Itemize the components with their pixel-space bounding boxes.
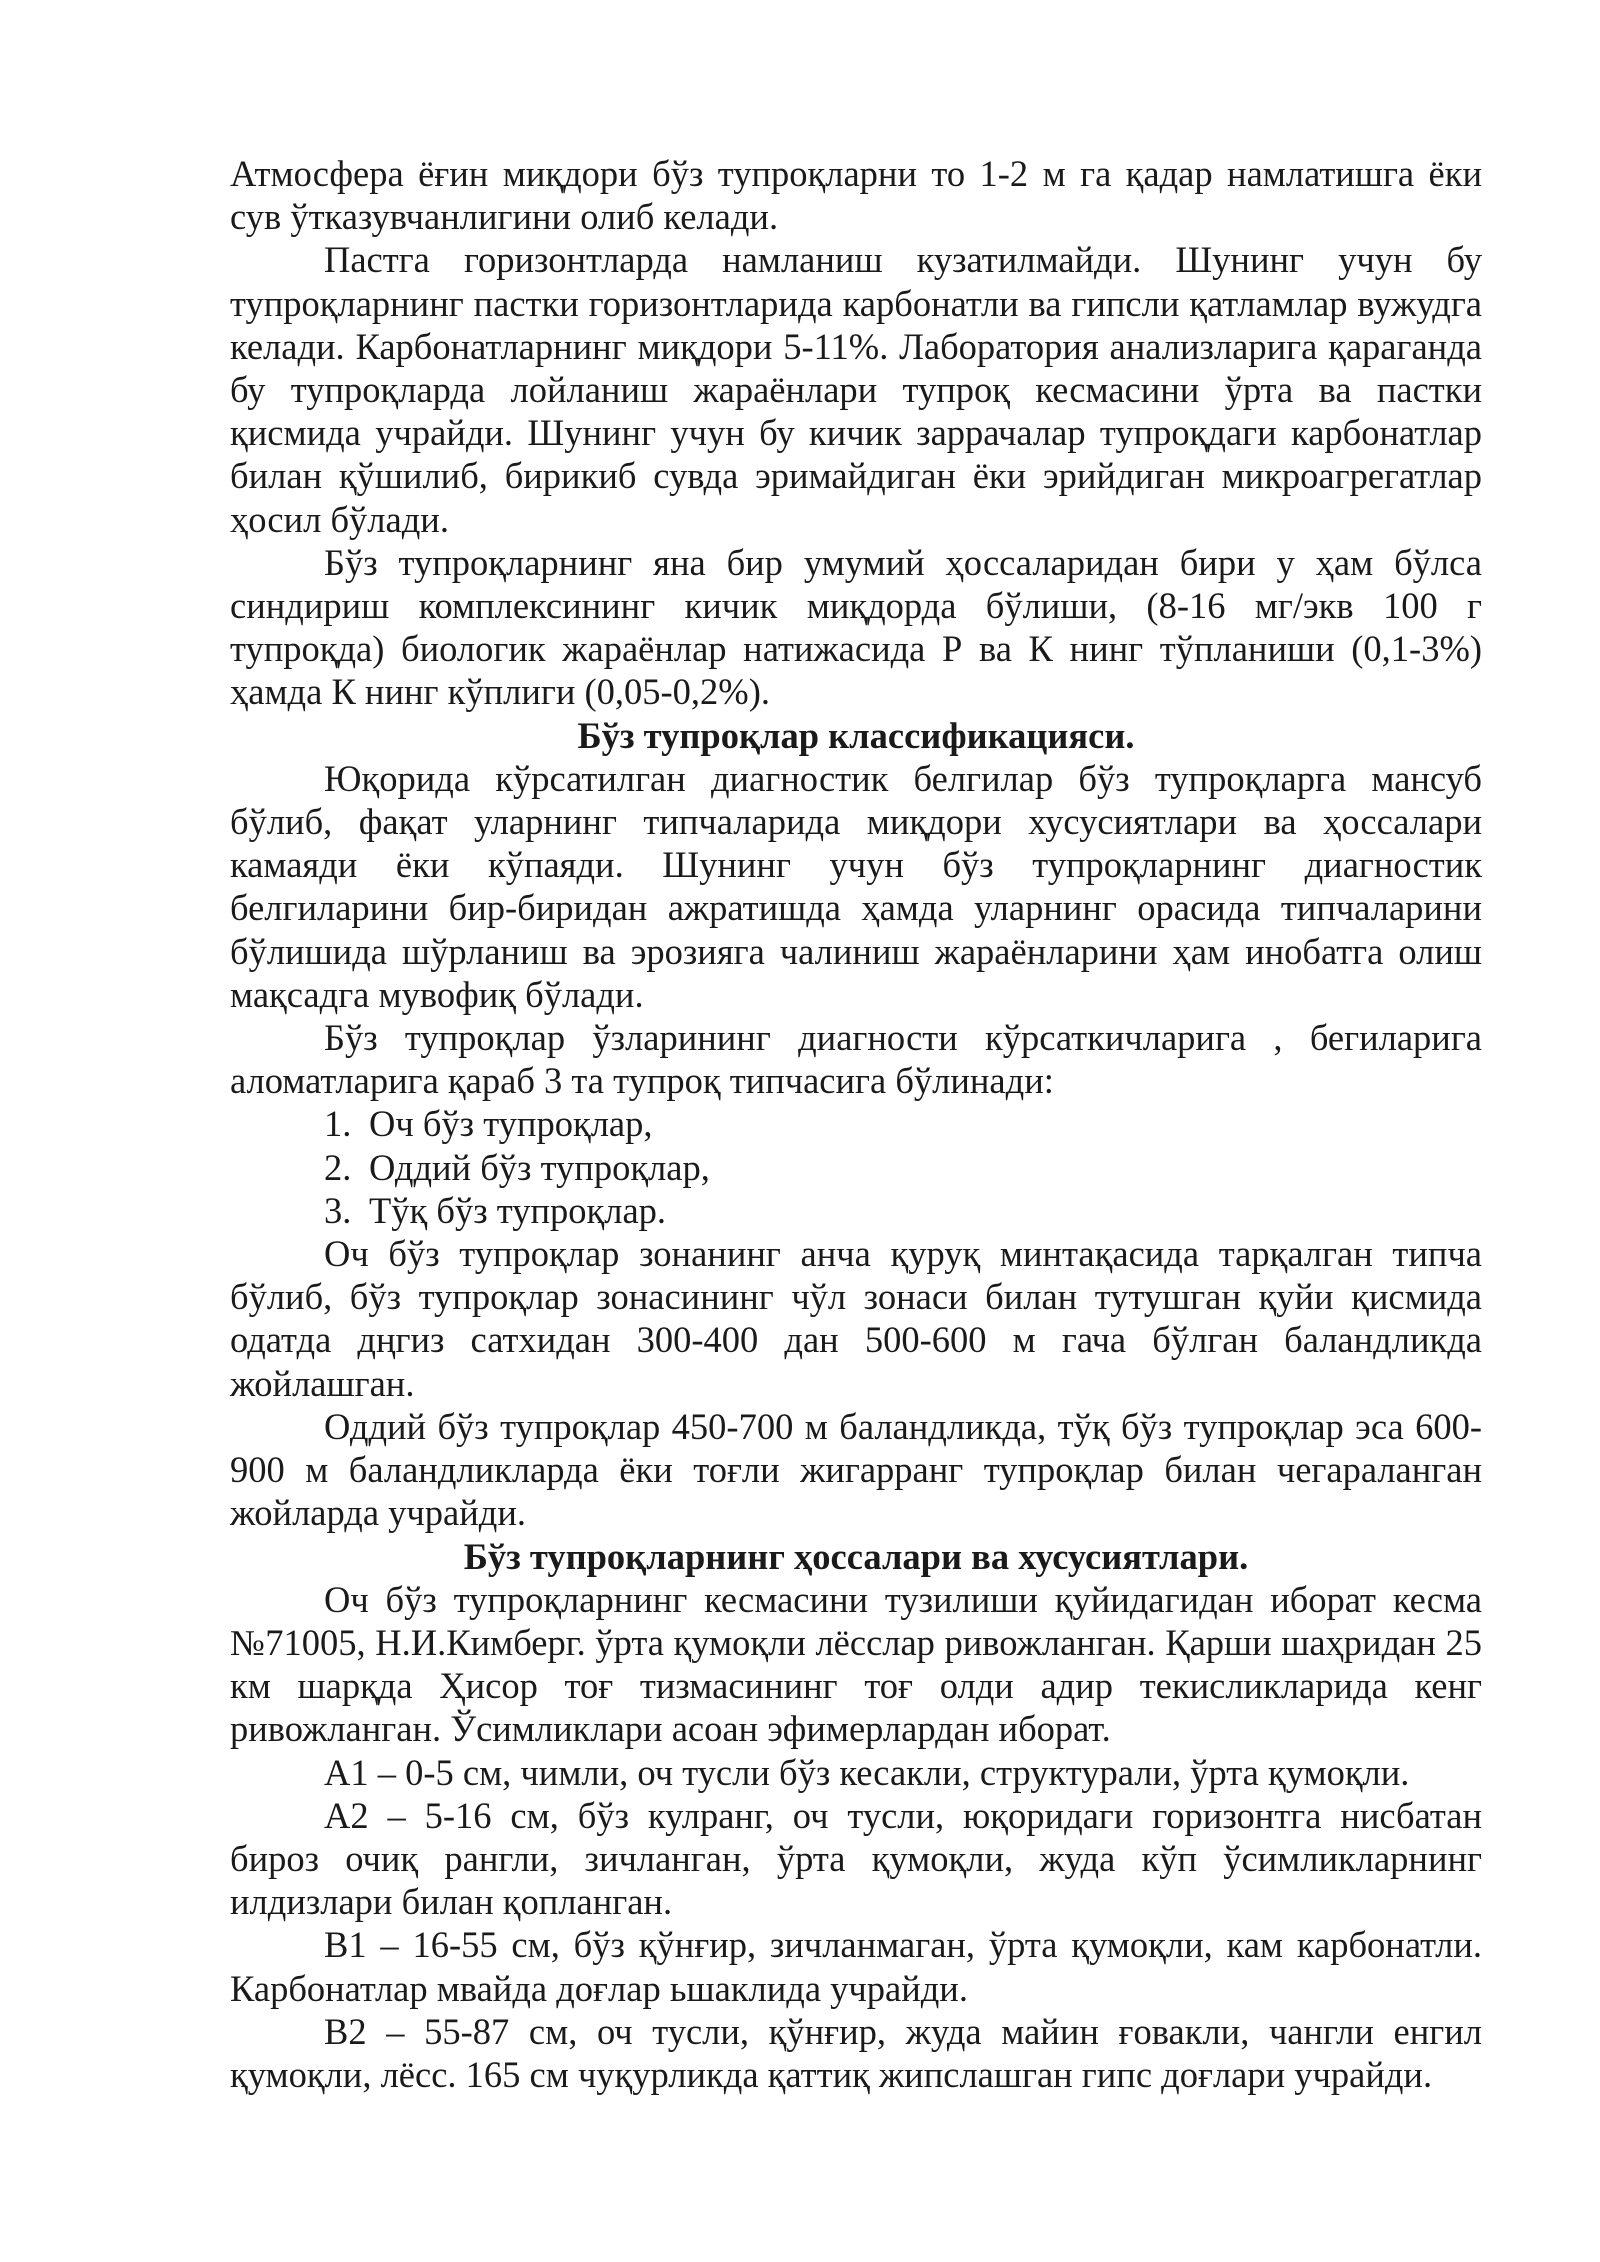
list-item-text: Тўқ бўз тупроқлар. [369,1189,667,1231]
paragraph: Атмосфера ёғин миқдори бўз тупроқларни то 1-2 м га қадар намлатишга ёки сув ўтказувчанлигини олиб келади. [230,153,1482,238]
list-item-text: Оч бўз тупроқлар, [369,1103,653,1145]
paragraph: Бўз тупроқлар ўзларининг диагности кўрсаткичларига , бегиларига аломатларига қараб 3 та тупроқ типчасига бўлинади: [230,1017,1482,1102]
paragraph: Пастга горизонтларда намланиш кузатилмайди. Шунинг учун бу тупроқларнинг пастки горизонтларида карбонатли ва гипсли қатламлар вужудга келади. Карбонатларнинг миқдори 5-11%. Лаборатория анализларига қараганда бу тупроқларда лойланиш жараёнлари тупроқ кесмасини ўрта ва пастки қисмида учрайди. Шунинг учун бу кичик заррачалар тупроқдаги карбонатлар билан қўшилиб, бирикиб сувда эримайдиган ёки эрийдиган микроагрегатлар ҳосил бўлади. [230,239,1482,540]
section-heading-properties: Бўз тупроқларнинг ҳоссалари ва хусусиятлари. [463,1535,1249,1577]
list-item-number: 2. [324,1146,352,1188]
paragraph-horizon-a1: А1 – 0-5 см, чимли, оч тусли бўз кесакли, структурали, ўрта қумоқли. [324,1751,1410,1793]
section-heading-classification: Бўз тупроқлар классификацияси. [577,714,1135,756]
paragraph: Оч бўз тупроқларнинг кесмасини тузилиши қуйидагидан иборат кесма №71005, Н.И.Кимберг. ўрта қумоқли лёсслар ривожланган. Қарши шаҳридан 25 км шарқда Ҳисор тоғ тизмасининг тоғ олди адир текисликларида кенг ривожланган. Ўсимликлари асоан эфимерлардан иборат. [230,1578,1482,1750]
subtype-list [230,1102,1482,1232]
list-item [230,1102,1482,1145]
paragraph: Юқорида кўрсатилган диагностик белгилар бўз тупроқларга мансуб бўлиб, фақат уларнинг типчаларида миқдори хусусиятлари ва ҳоссалари камаяди ёки кўпаяди. Шунинг учун бўз тупроқларнинг диагностик белгиларини бир-биридан ажратишда ҳамда уларнинг орасида типчаларини бўлишида шўрланиш ва эрозияга чалиниш жараёнларини ҳам инобатга олиш мақсадга мувофиқ бўлади. [230,757,1482,1015]
list-item [230,1189,1482,1232]
paragraph: Бўз тупроқларнинг яна бир умумий ҳоссаларидан бири у ҳам бўлса синдириш комплексининг кичик миқдорда бўлиши, (8-16 мг/экв 100 г тупроқда) биологик жараёнлар натижасида Р ва К нинг тўпланиши (0,1-3%) ҳамда К нинг кўплиги (0,05-0,2%). [230,541,1482,713]
paragraph-horizon-b2: В2 – 55-87 см, оч тусли, қўнғир, жуда майин ғовакли, чангли енгил қумоқли, лёсс. 165 см чуқурликда қаттиқ жипслашган гипс доғлари учрайди. [230,2010,1482,2095]
list-item [230,1146,1482,1189]
list-item-number: 1. [324,1103,352,1145]
paragraph: Оддий бўз тупроқлар 450-700 м баландликда, тўқ бўз тупроқлар эса 600-900 м баландликларда ёки тоғли жигарранг тупроқлар билан чегараланган жойларда учрайди. [230,1405,1482,1534]
list-item-number: 3. [324,1189,352,1231]
list-item-text: Оддий бўз тупроқлар, [369,1146,710,1188]
paragraph-horizon-a2: А2 – 5-16 см, бўз кулранг, оч тусли, юқоридаги горизонтга нисбатан бироз очиқ рангли, зичланган, ўрта қумоқли, жуда кўп ўсимликларнинг илдизлари билан қопланган. [230,1794,1482,1923]
paragraph-horizon-b1: В1 – 16-55 см, бўз қўнғир, зичланмаган, ўрта қумоқли, кам карбонатли. Карбонатлар мвайда доғлар ьшаклида учрайди. [230,1924,1482,2009]
paragraph: Оч бўз тупроқлар зонанинг анча қуруқ минтақасида тарқалган типча бўлиб, бўз тупроқлар зонасининг чўл зонаси билан тутушган қуйи қисмида одатда дңгиз сатхидан 300-400 дан 500-600 м гача бўлган баландликда жойлашган. [230,1233,1482,1404]
